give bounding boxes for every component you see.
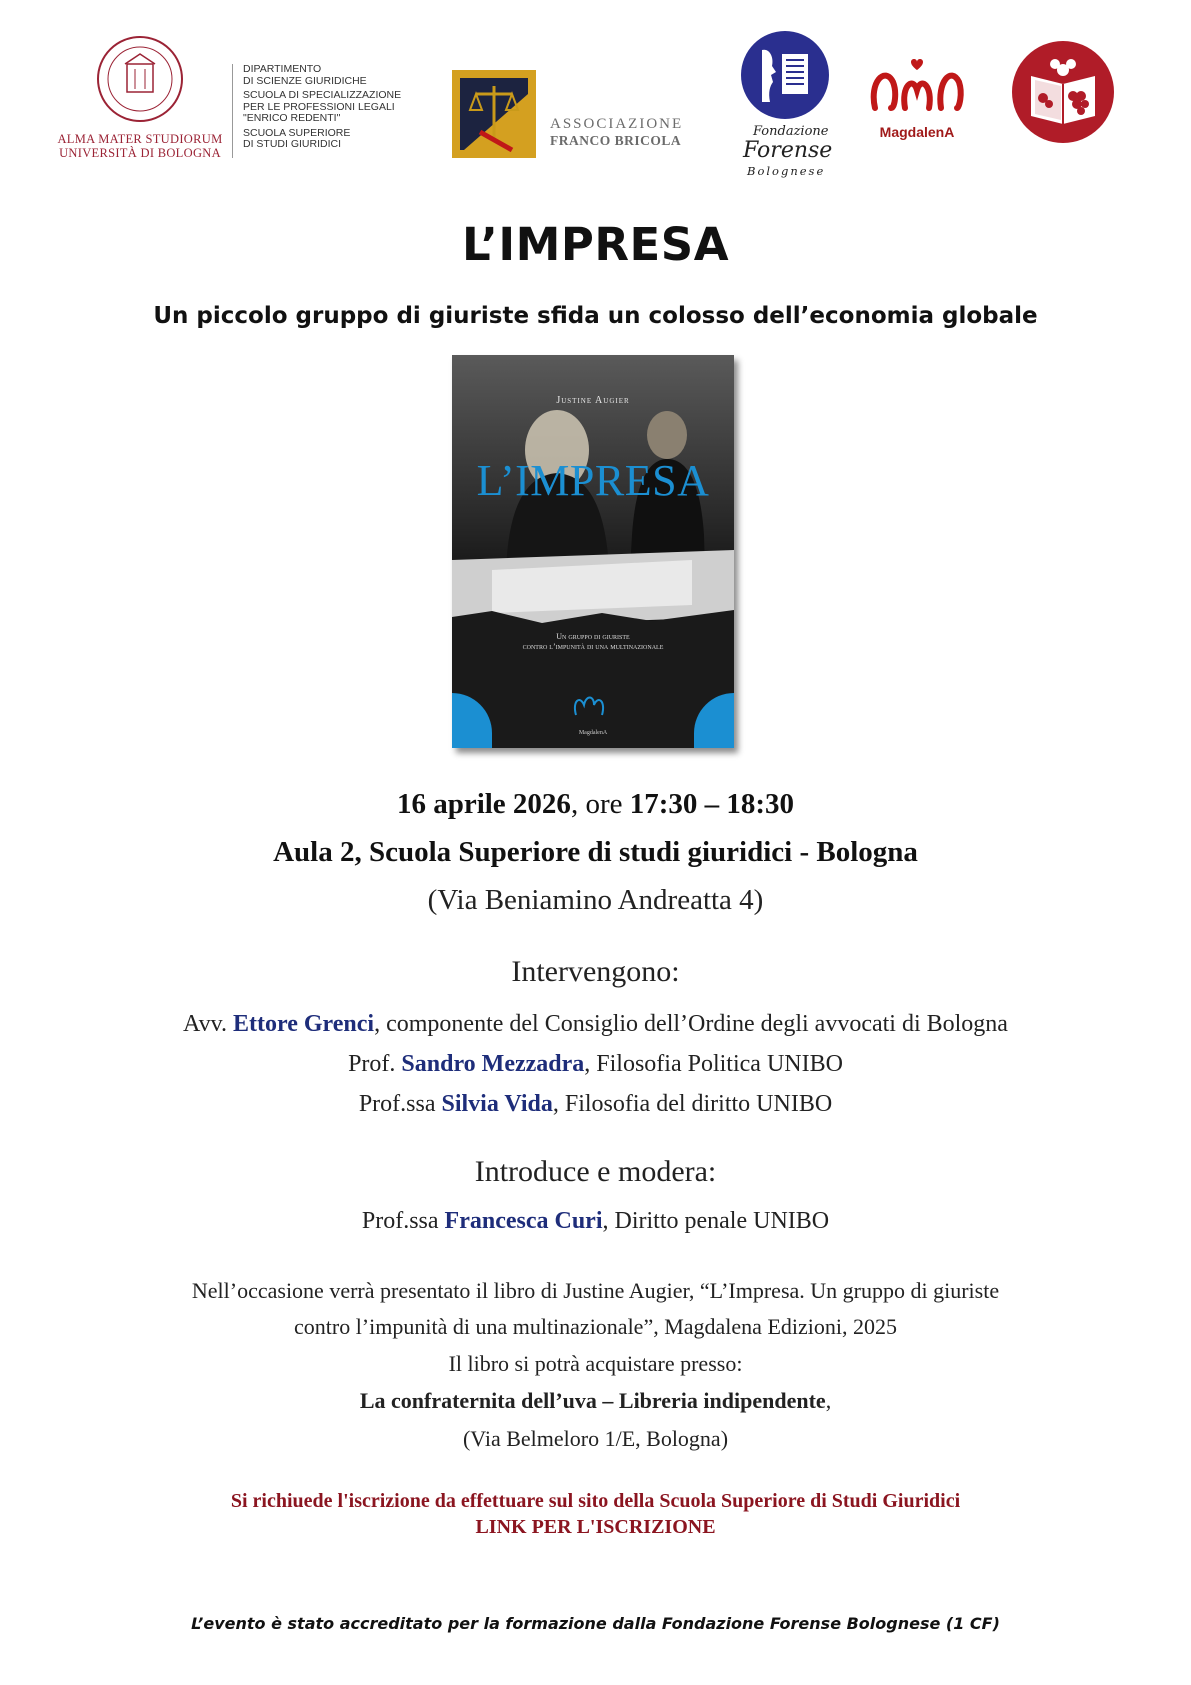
speaker-role: , Filosofia del diritto UNIBO bbox=[552, 1091, 833, 1117]
fondazione-forense-logo bbox=[735, 30, 835, 180]
associazione-logo bbox=[452, 70, 697, 158]
confraternita-logo bbox=[1011, 40, 1115, 144]
unibo-seal-icon bbox=[95, 34, 185, 124]
scales-of-justice-icon bbox=[452, 70, 536, 158]
bookshop bbox=[0, 1388, 1191, 1414]
cover-subtitle-line: contro l’impunità di una multinazionale bbox=[522, 642, 664, 651]
moderator-heading: Introduce e modera: bbox=[474, 1155, 717, 1188]
speaker-line bbox=[0, 1011, 1191, 1038]
speaker-line bbox=[0, 1051, 1191, 1078]
speaker-name: Sandro Mezzadra bbox=[401, 1051, 585, 1077]
speaker-role: , Filosofia Politica UNIBO bbox=[584, 1051, 843, 1077]
magdalena-mark-icon bbox=[867, 52, 967, 118]
magdalena-logo bbox=[862, 52, 972, 147]
unibo-line1: ALMA MATER STUDIORUM bbox=[57, 132, 223, 146]
speaker-title: Prof.ssa bbox=[358, 1091, 442, 1117]
speaker-line bbox=[0, 1091, 1191, 1118]
dept-line: DI SCIENZE GIURIDICHE bbox=[243, 74, 367, 87]
dept-line: "ENRICO REDENTI" bbox=[243, 112, 341, 124]
magdalena-name: MagdalenA bbox=[879, 124, 955, 140]
dept-line: DI STUDI GIURIDICI bbox=[243, 138, 342, 150]
speaker-role: , componente del Consiglio dell’Ordine degli avvocati di Bologna bbox=[374, 1011, 1008, 1037]
footer-accreditation: L’evento è stato accreditato per la formazione dalla Fondazione Forense Bolognese (1 CF) bbox=[191, 1614, 1000, 1633]
unibo-line2: UNIVERSITÀ DI BOLOGNA bbox=[59, 146, 221, 160]
cover-subtitle bbox=[482, 632, 704, 652]
unibo-logo bbox=[55, 34, 225, 164]
book-info-line: Nell’occasione verrà presentato il libro di Justine Augier, “L’Impresa. Un gruppo di giuriste bbox=[191, 1278, 1000, 1303]
book-info-line: contro l’impunità di una multinazionale”, Magdalena Edizioni, 2025 bbox=[293, 1314, 897, 1339]
fondazione-line3: Bolognese bbox=[747, 164, 826, 178]
grape-book-icon bbox=[1011, 40, 1115, 144]
bookshop-name: La confraternita dell’uva – Libreria indipendente bbox=[359, 1388, 826, 1413]
fondazione-line2: Forense bbox=[743, 138, 833, 163]
moderator-title: Prof.ssa bbox=[361, 1208, 445, 1234]
cover-title: L’IMPRESA bbox=[476, 456, 710, 505]
event-date-time bbox=[0, 788, 1191, 821]
moderator-name: Francesca Curi bbox=[444, 1208, 603, 1234]
event-date: 16 aprile 2026 bbox=[396, 788, 571, 820]
cover-photo-icon bbox=[452, 355, 734, 748]
event-ore: , ore bbox=[570, 788, 630, 820]
dept-line: SCUOLA DI SPECIALIZZAZIONE bbox=[243, 89, 402, 101]
event-time: 17:30 – 18:30 bbox=[629, 788, 795, 820]
event-address: (Via Beniamino Andreatta 4) bbox=[427, 884, 764, 916]
speaker-title: Prof. bbox=[348, 1051, 402, 1077]
dept-line: SCUOLA SUPERIORE bbox=[243, 126, 351, 139]
cover-subtitle-line: Un gruppo di giuriste bbox=[556, 632, 630, 641]
moderator-role: , Diritto penale UNIBO bbox=[602, 1208, 830, 1234]
book-cover bbox=[452, 355, 734, 748]
dept-line: PER LE PROFESSIONI LEGALI bbox=[243, 100, 395, 113]
associazione-line1: ASSOCIAZIONE bbox=[550, 116, 684, 132]
bookshop-comma: , bbox=[825, 1388, 832, 1413]
bookshop-address: (Via Belmeloro 1/E, Bologna) bbox=[462, 1426, 729, 1451]
moderator-line bbox=[0, 1208, 1191, 1235]
speaker-name: Ettore Grenci bbox=[233, 1011, 375, 1037]
department-block bbox=[232, 64, 401, 158]
speaker-title: Avv. bbox=[183, 1011, 234, 1037]
book-info-line: Il libro si potrà acquistare presso: bbox=[448, 1351, 743, 1376]
associazione-line2: FRANCO BRICOLA bbox=[550, 133, 682, 148]
page-title: L’IMPRESA bbox=[461, 218, 730, 271]
cover-author: Justine Augier bbox=[556, 395, 630, 406]
event-place: Aula 2, Scuola Superiore di studi giuridici - Bologna bbox=[273, 836, 918, 868]
cover-publisher: MagdalenA bbox=[578, 730, 608, 736]
speaker-name: Silvia Vida bbox=[441, 1091, 553, 1117]
registration-link[interactable]: LINK PER L'ISCRIZIONE bbox=[475, 1516, 716, 1538]
page-subtitle: Un piccolo gruppo di giuriste sfida un colosso dell’economia globale bbox=[153, 303, 1038, 329]
registration-notice: Si richiuede l'iscrizione da effettuare sul sito della Scuola Superiore di Studi Giuridici bbox=[230, 1490, 961, 1512]
dept-line: DIPARTIMENTO bbox=[243, 63, 322, 75]
speakers-heading: Intervengono: bbox=[511, 955, 680, 988]
fondazione-profile-icon bbox=[740, 30, 830, 120]
fondazione-line1: Fondazione bbox=[753, 124, 829, 139]
